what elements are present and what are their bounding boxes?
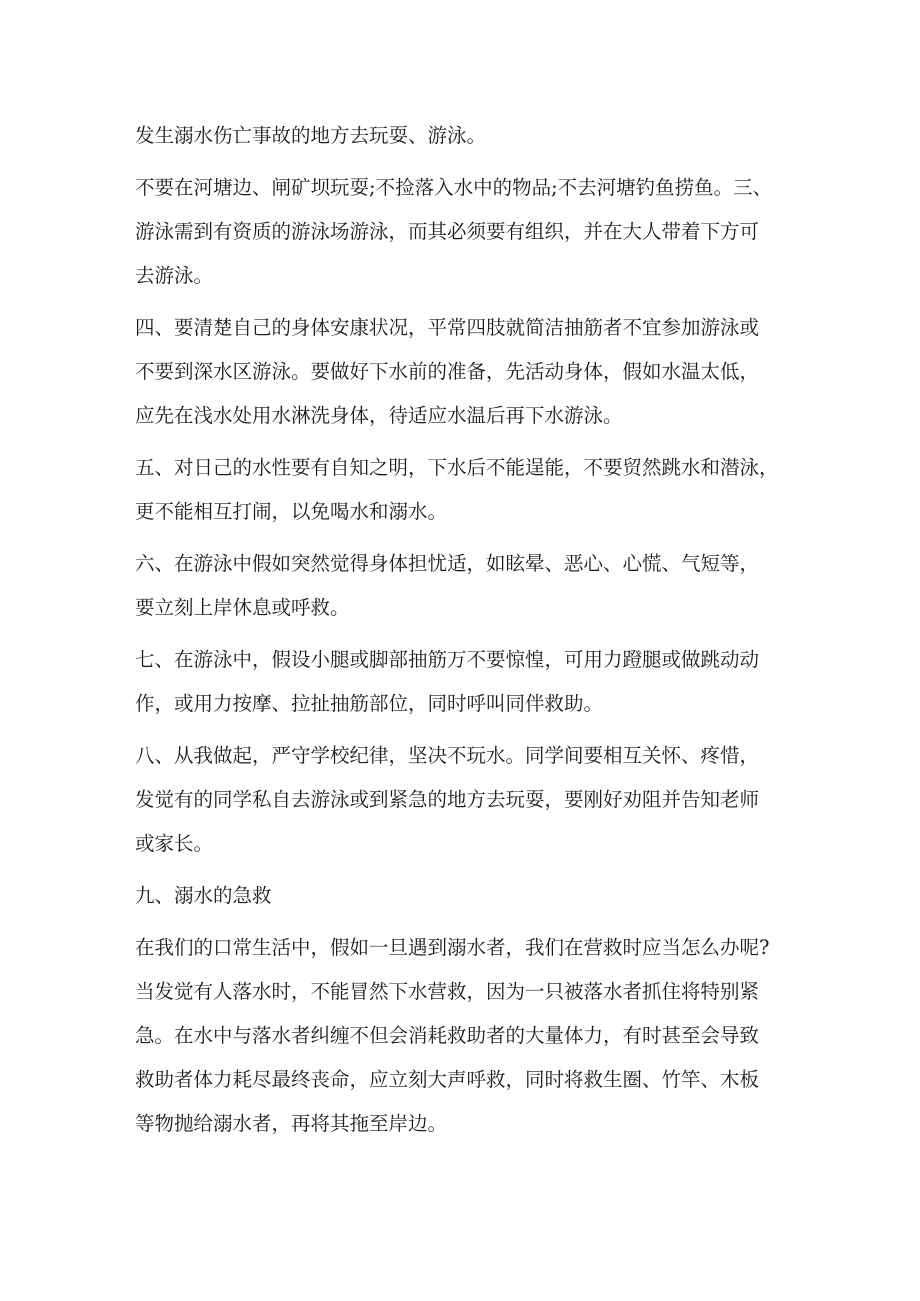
text-line: 游泳需到有资质的游泳场游泳，而其必须要有组织，并在大人带着下方可	[135, 220, 760, 243]
text-line: 不要在河塘边、闸矿坝玩耍;不捡落入水中的物品;不去河塘钓鱼捞鱼。三、	[135, 176, 773, 199]
text-line: 四、要清楚自己的身体安康状况，平常四肢就简洁抽筋者不宜参加游泳或	[135, 316, 760, 339]
text-line: 在我们的口常生活中，假如一旦遇到溺水者，我们在营救时应当怎么办呢?	[135, 936, 770, 959]
text-line: 应先在浅水处用水淋洗身体，待适应水温后再下水游泳。	[135, 404, 623, 427]
text-line: 当发觉有人落水时，不能冒然下水营救，因为一只被落水者抓住将特别紧	[135, 980, 760, 1003]
paragraph	[135, 926, 805, 1146]
paragraph	[135, 166, 805, 298]
text-line: 作，或用力按摩、拉扯抽筋部位，同时呼叫同伴救助。	[135, 692, 604, 715]
text-line: 要立刻上岸休息或呼救。	[135, 596, 350, 619]
paragraph	[135, 734, 805, 866]
document-body	[135, 114, 805, 1146]
text-line: 更不能相互打闹，以免喝水和溺水。	[135, 500, 448, 523]
paragraph	[135, 306, 805, 438]
section-heading	[135, 874, 805, 918]
text-line: 等物抛给溺水者，再将其拖至岸边。	[135, 1112, 448, 1135]
text-line: 发生溺水伤亡事故的地方去玩耍、游泳。	[135, 124, 487, 147]
paragraph	[135, 542, 805, 630]
text-line: 或家长。	[135, 832, 214, 855]
text-line: 九、溺水的急救	[135, 884, 272, 907]
text-line: 发觉有的同学私自去游泳或到紧急的地方去玩耍，要刚好劝阻并告知老师	[135, 788, 760, 811]
text-line: 六、在游泳中假如突然觉得身体担忧适，如眩晕、恶心、心慌、气短等，	[135, 552, 760, 575]
text-line: 去游泳。	[135, 264, 214, 287]
text-line: 救助者体力耗尽最终丧命，应立刻大声呼救，同时将救生圈、竹竿、木板	[135, 1068, 760, 1091]
text-line: 五、对日己的水性要有自知之明，下水后不能逞能，不要贸然跳水和潜泳，	[135, 456, 779, 479]
paragraph	[135, 446, 805, 534]
paragraph	[135, 638, 805, 726]
text-line: 急。在水中与落水者纠缠不但会消耗救助者的大量体力，有时甚至会导致	[135, 1024, 760, 1047]
text-line: 不要到深水区游泳。要做好下水前的准备，先活动身体，假如水温太低，	[135, 360, 760, 383]
text-line: 七、在游泳中，假设小腿或脚部抽筋万不要惊惶，可用力蹬腿或做跳动动	[135, 648, 760, 671]
text-line: 八、从我做起，严守学校纪律，坚决不玩水。同学间要相互关怀、疼惜，	[135, 744, 760, 767]
paragraph	[135, 114, 805, 158]
